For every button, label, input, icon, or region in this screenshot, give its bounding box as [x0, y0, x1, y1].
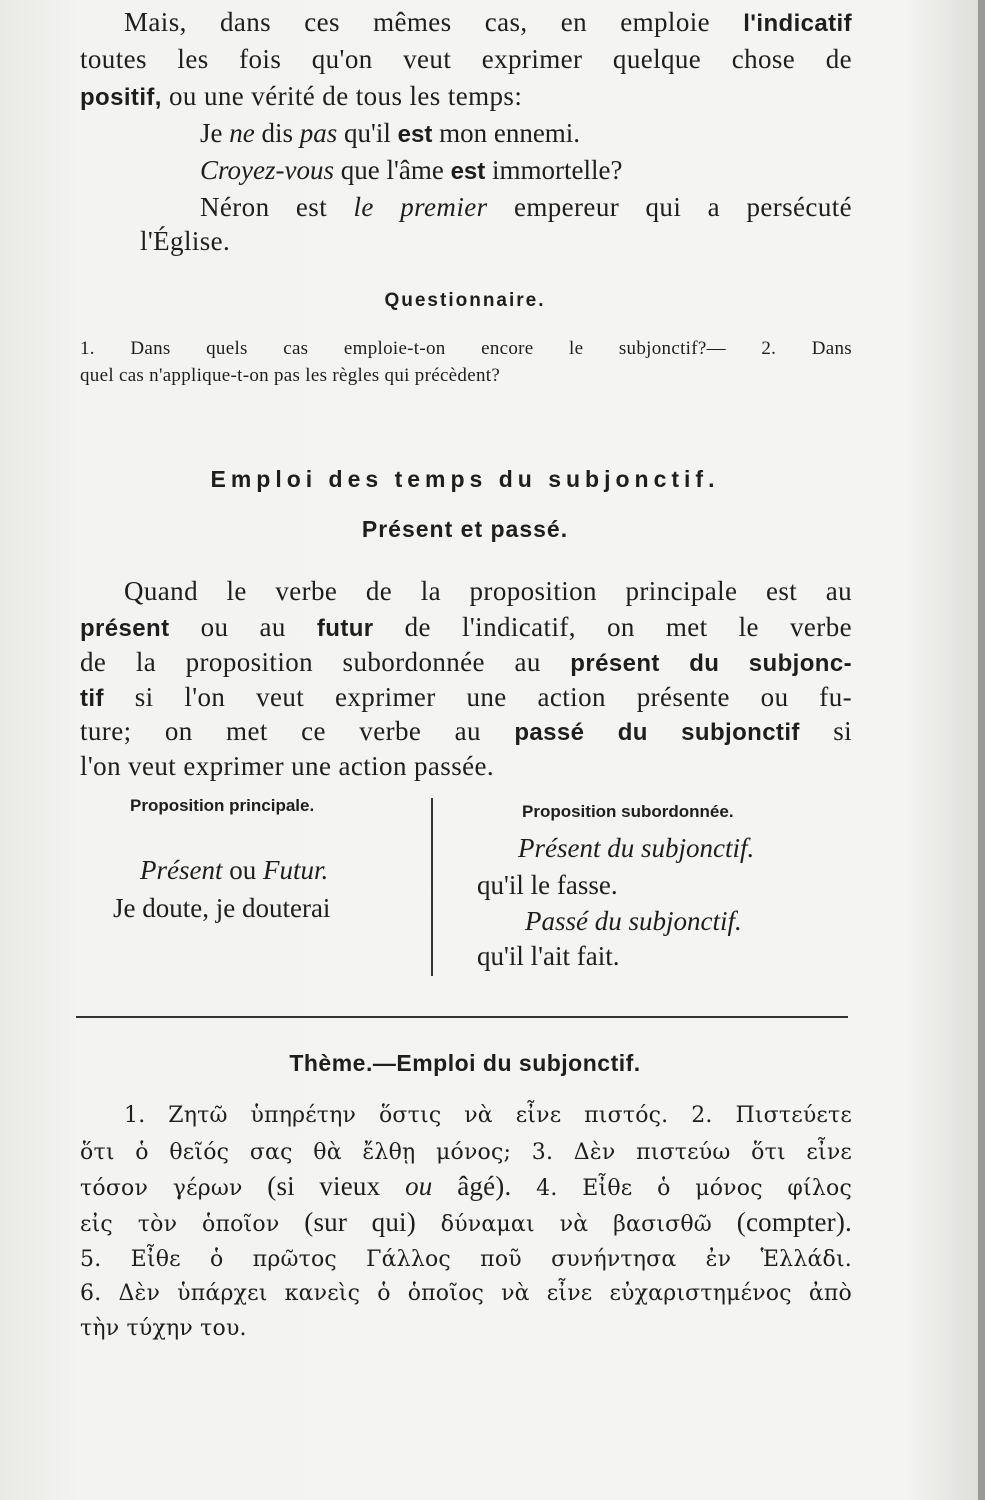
- intro-line-1: Mais, dans ces mêmes cas, en emploie l'indicatif: [124, 7, 853, 37]
- example-1: Je ne dis pas qu'il est mon ennemi.: [200, 118, 581, 148]
- table-right-past: Passé du subjonctif.: [525, 906, 742, 936]
- theme-line-6: 6. Δὲν ὑπάρχει κανεὶς ὁ ὁποῖος νὰ εἶνε εὐχαριστημένος ἀπὸ: [80, 1281, 852, 1306]
- rule-line-5: ture; on met ce verbe au passé du subjonctif si: [80, 716, 853, 746]
- example-2: Croyez-vous que l'âme est immortelle?: [200, 155, 623, 185]
- rule-line-6: l'on veut exprimer une action passée.: [80, 751, 495, 781]
- example-3: Néron est le premier empereur qui a persécuté: [200, 192, 852, 222]
- questionnaire-title: Questionnaire.: [384, 290, 546, 311]
- example-3-cont: l'Église.: [140, 226, 231, 256]
- theme-line-4: εἰς τὸν ὁποῖον (sur qui) δύναμαι νὰ βασισθῶ (compter).: [80, 1207, 852, 1237]
- questionnaire-line-2: quel cas n'applique-t-on pas les règles qui précèdent?: [80, 365, 501, 386]
- rule-line-2: présent ou au futur de l'indicatif, on met le verbe: [80, 612, 852, 642]
- table-left-main: Je doute, je douterai: [113, 893, 331, 923]
- questionnaire-line-1: 1. Dans quels cas emploie-t-on encore le subjonctif?— 2. Dans: [80, 338, 852, 359]
- section-title: Emploi des temps du subjonctif.: [210, 466, 720, 492]
- page-edge: [978, 0, 985, 1500]
- theme-title: Thème.—Emploi du subjonctif.: [289, 1050, 641, 1076]
- section-rule: [76, 1016, 848, 1018]
- section-subtitle: Présent et passé.: [361, 516, 569, 542]
- intro-line-3: positif, ou une vérité de tous les temps:: [80, 81, 523, 111]
- rule-line-4: tif si l'on veut exprimer une action présente ou fu-: [80, 682, 852, 712]
- table-divider: [431, 798, 433, 976]
- intro-line-2: toutes les fois qu'on veut exprimer quelque chose de: [80, 44, 852, 74]
- rule-line-1: Quand le verbe de la proposition principale est au: [124, 576, 852, 606]
- theme-line-1: 1. Ζητῶ ὑπηρέτην ὅστις νὰ εἶνε πιστός. 2. Πιστεύετε: [124, 1103, 852, 1128]
- theme-line-3: τόσον γέρων (si vieux ou âgé). 4. Εἶθε ὁ μόνος φίλος: [80, 1171, 852, 1201]
- theme-line-5: 5. Εἶθε ὁ πρῶτος Γάλλος ποῦ συνήντησα ἐν Ἑλλάδι.: [80, 1247, 852, 1272]
- table-right-present: Présent du subjonctif.: [518, 833, 755, 863]
- table-head-left: Proposition principale.: [130, 796, 315, 815]
- table-left-tense: Présent ou Futur.: [140, 855, 329, 885]
- theme-line-2: ὅτι ὁ θεῖός σας θὰ ἔλθῃ μόνος; 3. Δὲν πιστεύω ὅτι εἶνε: [80, 1140, 852, 1165]
- theme-line-7: τὴν τύχην του.: [80, 1316, 247, 1341]
- table-right-ex2: qu'il l'ait fait.: [477, 941, 620, 971]
- rule-line-3: de la proposition subordonnée au présent du subjonc-: [80, 647, 852, 677]
- table-head-right: Proposition subordonnée.: [522, 802, 734, 821]
- table-right-ex1: qu'il le fasse.: [477, 870, 618, 900]
